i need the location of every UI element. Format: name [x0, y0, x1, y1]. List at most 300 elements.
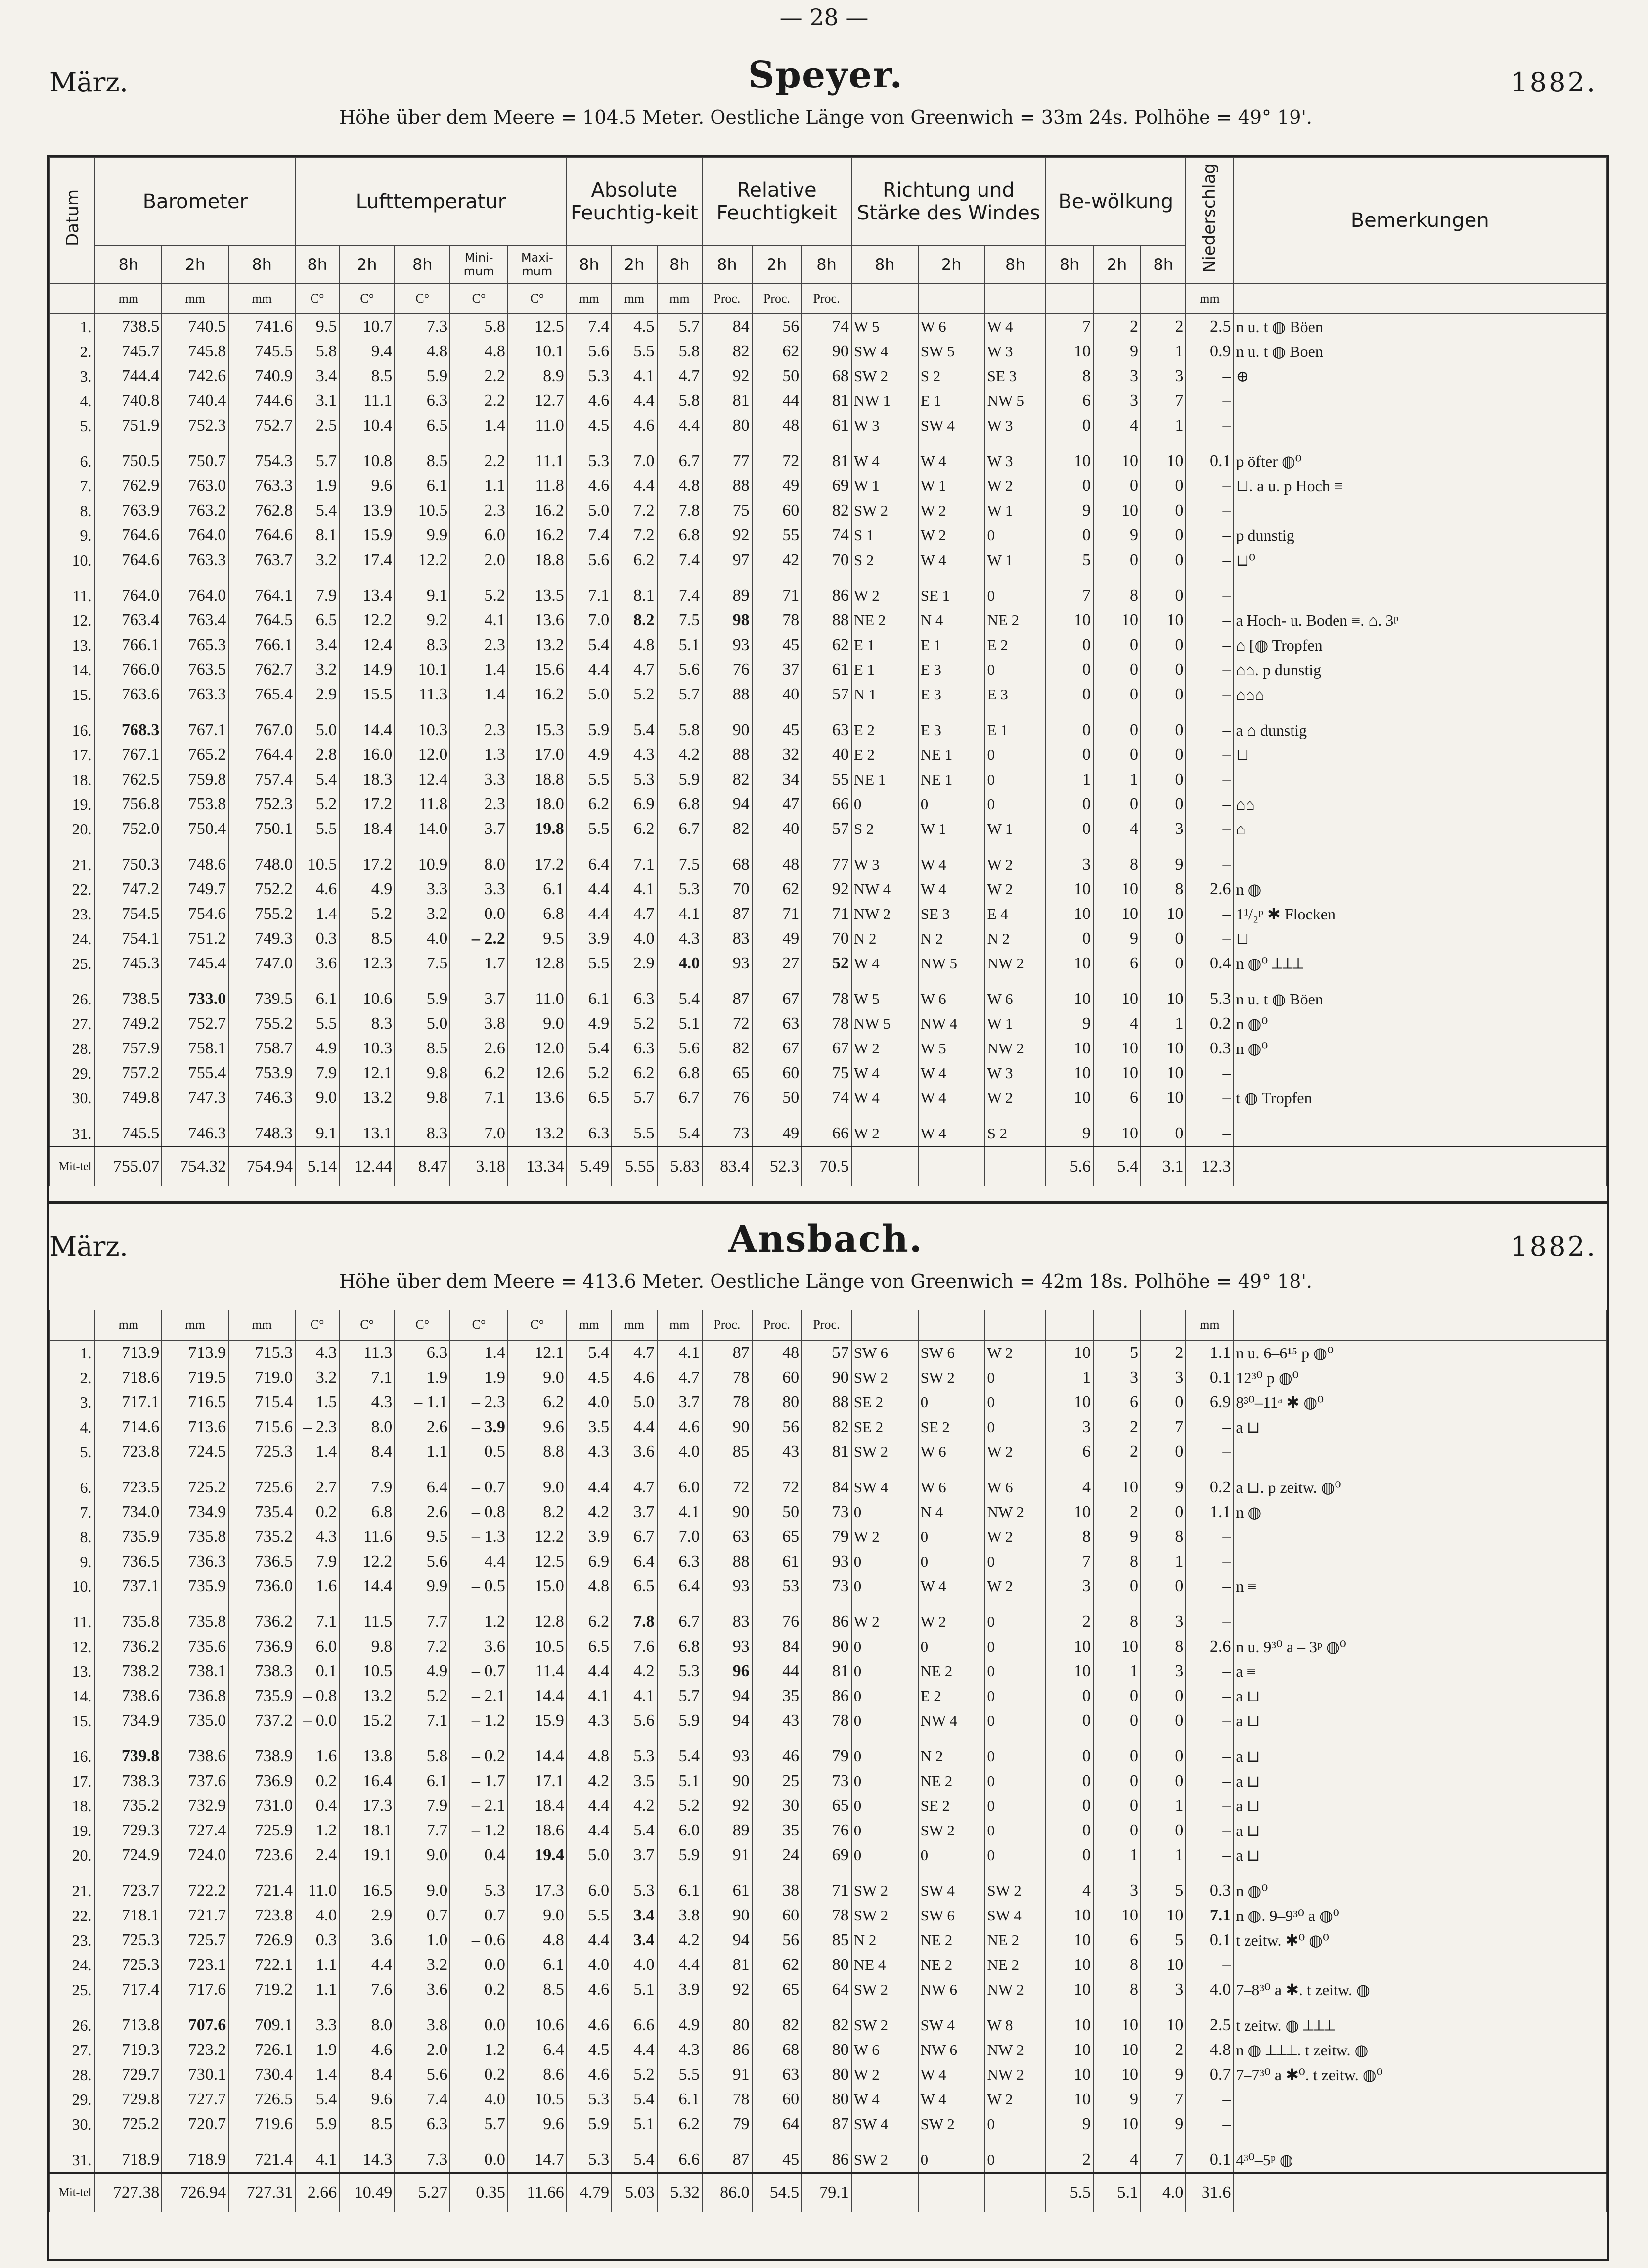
cell-rel-humidity-8h-evening: 93	[802, 1549, 851, 1574]
cell-barometer-8h-evening: 757.4	[228, 767, 295, 792]
cell-abs-humidity-2h: 3.6	[612, 1439, 657, 1464]
cell-abs-humidity-8h: 5.5	[567, 817, 612, 841]
cell-wind-2h: W 2	[918, 1610, 985, 1634]
cell-temp-maximum: 13.2	[508, 1121, 567, 1147]
cell-wind-2h: 0	[918, 792, 985, 817]
cell-barometer-8h: 767.1	[95, 742, 162, 767]
cell-cloud-8h: 4	[1046, 1878, 1093, 1903]
cell-abs-humidity-2h: 5.2	[612, 682, 657, 707]
cell-rel-humidity-8h-evening: 79	[802, 1744, 851, 1769]
cell-remarks: 12³⁰ p ◍⁰	[1233, 1365, 1606, 1390]
cell-abs-humidity-8h-evening: 5.3	[657, 877, 702, 902]
cell-cloud-8h-evening: 10	[1141, 1036, 1186, 1061]
cell-remarks: ⊕	[1233, 364, 1606, 389]
cell-abs-humidity-2h: 7.2	[612, 498, 657, 523]
cell-barometer-8h-evening: 722.1	[228, 1953, 295, 1977]
cell-rel-humidity-8h: 61	[702, 1878, 752, 1903]
cell-barometer-8h: 734.9	[95, 1708, 162, 1733]
cell-remarks	[1233, 1525, 1606, 1549]
cell-cloud-8h-evening: 10	[1141, 1061, 1186, 1086]
cell-barometer-8h: 735.2	[95, 1793, 162, 1818]
cell-cloud-8h: 0	[1046, 926, 1093, 951]
cell-temp-minimum: – 2.2	[450, 926, 508, 951]
cell-precipitation: –	[1186, 1574, 1233, 1599]
cell-remarks	[1233, 1610, 1606, 1634]
cell-wind-8h: W 4	[851, 2087, 918, 2112]
cell-temp-8h: 1.4	[295, 2062, 339, 2087]
cell-wind-8h-evening: W 2	[985, 852, 1046, 877]
cell-cloud-8h-evening: 3	[1141, 1365, 1186, 1390]
cell-abs-humidity-8h-evening: 5.8	[657, 389, 702, 413]
cell-temp-minimum: 4.8	[450, 339, 508, 364]
cell-datum: 4.	[50, 1415, 95, 1439]
cell-wind-8h: SW 4	[851, 2112, 918, 2137]
cell-barometer-8h-evening: 755.2	[228, 1011, 295, 1036]
subheader-8h: 8h	[228, 246, 295, 283]
cell-cloud-8h-evening: 0	[1141, 792, 1186, 817]
cell-rel-humidity-8h-evening: 69	[802, 474, 851, 498]
cell-rel-humidity-2h: 27	[752, 951, 802, 976]
cell-remarks: n ◍⁰	[1233, 1878, 1606, 1903]
cell-cloud-2h: 4	[1093, 2147, 1141, 2173]
table-row	[50, 1843, 1606, 1868]
cell-barometer-2h: 750.4	[162, 817, 228, 841]
cell-temp-8h-evening: 9.9	[395, 1574, 450, 1599]
cell-temp-8h-evening: 6.5	[395, 413, 450, 438]
cell-temp-minimum: 1.7	[450, 951, 508, 976]
cell-rel-humidity-8h-evening: 62	[802, 633, 851, 657]
cell-precipitation: –	[1186, 1610, 1233, 1634]
cell-datum: 22.	[50, 877, 95, 902]
cell-barometer-8h-evening: 736.5	[228, 1549, 295, 1574]
cell-wind-8h: W 2	[851, 2062, 918, 2087]
cell-cloud-8h-evening: 7	[1141, 1415, 1186, 1439]
cell-abs-humidity-8h: 4.0	[567, 1390, 612, 1415]
cell-cloud-2h: 0	[1093, 1574, 1141, 1599]
mean-wind-2h	[918, 1147, 985, 1186]
cell-temp-minimum: 0.0	[450, 1953, 508, 1977]
unit-cell: mm	[567, 1310, 612, 1340]
cell-wind-8h: NE 2	[851, 608, 918, 633]
cell-cloud-2h: 9	[1093, 2087, 1141, 2112]
cell-barometer-8h-evening: 715.3	[228, 1340, 295, 1365]
table-row	[50, 1708, 1606, 1733]
cell-abs-humidity-8h-evening: 5.6	[657, 1036, 702, 1061]
header-datum: Datum	[50, 158, 95, 283]
cell-wind-2h: SE 3	[918, 902, 985, 926]
cell-wind-8h-evening: SE 3	[985, 364, 1046, 389]
cell-temp-8h: 1.9	[295, 474, 339, 498]
cell-wind-8h: W 4	[851, 1086, 918, 1110]
unit-cell: C°	[508, 283, 567, 314]
cell-abs-humidity-8h-evening: 5.3	[657, 1659, 702, 1684]
cell-wind-8h-evening: W 2	[985, 1086, 1046, 1110]
section-header-ansbach	[49, 1211, 1602, 1305]
cell-datum: 7.	[50, 474, 95, 498]
subheader-8h: 8h	[702, 246, 752, 283]
cell-temp-2h: 4.6	[339, 2038, 395, 2062]
cell-abs-humidity-8h: 4.4	[567, 1793, 612, 1818]
cell-cloud-8h: 6	[1046, 389, 1093, 413]
cell-temp-8h: 11.0	[295, 1878, 339, 1903]
cell-cloud-8h-evening: 0	[1141, 583, 1186, 608]
cell-cloud-8h: 3	[1046, 1415, 1093, 1439]
cell-precipitation: –	[1186, 1818, 1233, 1843]
cell-wind-8h: W 3	[851, 413, 918, 438]
cell-precipitation: 0.4	[1186, 951, 1233, 976]
cell-wind-8h: W 2	[851, 1036, 918, 1061]
cell-temp-8h-evening: 9.2	[395, 608, 450, 633]
cell-wind-2h: SE 2	[918, 1415, 985, 1439]
cell-rel-humidity-8h-evening: 84	[802, 1475, 851, 1500]
cell-rel-humidity-8h: 93	[702, 1634, 752, 1659]
cell-remarks: t zeitw. ◍ ⟂⟂⟂	[1233, 2013, 1606, 2038]
row-spacer	[50, 438, 1606, 449]
subheader-8h: 8h	[567, 246, 612, 283]
cell-temp-2h: 6.8	[339, 1500, 395, 1525]
cell-remarks: n u. 6–6¹⁵ p ◍⁰	[1233, 1340, 1606, 1365]
cell-temp-2h: 10.8	[339, 449, 395, 474]
table-row	[50, 877, 1606, 902]
cell-abs-humidity-2h: 8.1	[612, 583, 657, 608]
cell-temp-minimum: 0.7	[450, 1903, 508, 1928]
cell-abs-humidity-8h: 7.4	[567, 314, 612, 339]
cell-abs-humidity-8h-evening: 4.7	[657, 364, 702, 389]
cell-temp-maximum: 6.4	[508, 2038, 567, 2062]
cell-precipitation: –	[1186, 1121, 1233, 1147]
cell-wind-2h: SW 4	[918, 1878, 985, 1903]
cell-temp-8h: 1.6	[295, 1574, 339, 1599]
cell-wind-8h-evening: W 2	[985, 877, 1046, 902]
cell-temp-maximum: 17.2	[508, 852, 567, 877]
cell-temp-8h-evening: 3.3	[395, 877, 450, 902]
cell-wind-8h-evening: E 3	[985, 682, 1046, 707]
cell-rel-humidity-8h: 87	[702, 1340, 752, 1365]
cell-cloud-8h: 0	[1046, 1793, 1093, 1818]
cell-temp-minimum: 5.8	[450, 314, 508, 339]
cell-temp-2h: 9.6	[339, 2087, 395, 2112]
cell-rel-humidity-8h-evening: 70	[802, 548, 851, 572]
cell-rel-humidity-8h: 89	[702, 1818, 752, 1843]
cell-cloud-8h: 1	[1046, 767, 1093, 792]
cell-temp-2h: 14.4	[339, 1574, 395, 1599]
cell-rel-humidity-8h: 85	[702, 1439, 752, 1464]
cell-rel-humidity-2h: 56	[752, 314, 802, 339]
cell-rel-humidity-8h: 88	[702, 474, 752, 498]
cell-abs-humidity-8h: 5.5	[567, 767, 612, 792]
cell-rel-humidity-2h: 45	[752, 633, 802, 657]
cell-temp-2h: 16.0	[339, 742, 395, 767]
cell-rel-humidity-2h: 80	[752, 1390, 802, 1415]
cell-abs-humidity-8h: 5.0	[567, 498, 612, 523]
cell-barometer-2h: 735.0	[162, 1708, 228, 1733]
cell-precipitation: –	[1186, 2087, 1233, 2112]
cell-rel-humidity-8h-evening: 65	[802, 1793, 851, 1818]
cell-rel-humidity-8h: 81	[702, 389, 752, 413]
cell-barometer-8h-evening: 740.9	[228, 364, 295, 389]
cell-rel-humidity-8h: 90	[702, 1415, 752, 1439]
cell-rel-humidity-8h-evening: 68	[802, 364, 851, 389]
table-row	[50, 1475, 1606, 1500]
cell-wind-2h: W 1	[918, 817, 985, 841]
cell-cloud-8h-evening: 1	[1141, 413, 1186, 438]
cell-wind-2h: W 6	[918, 1475, 985, 1500]
cell-remarks: a ⊔	[1233, 1793, 1606, 1818]
cell-rel-humidity-8h: 86	[702, 2038, 752, 2062]
cell-barometer-8h: 735.9	[95, 1525, 162, 1549]
cell-cloud-8h: 0	[1046, 1744, 1093, 1769]
cell-temp-8h-evening: 1.9	[395, 1365, 450, 1390]
table-row	[50, 314, 1606, 339]
cell-precipitation: –	[1186, 498, 1233, 523]
cell-temp-8h-evening: 3.8	[395, 2013, 450, 2038]
cell-wind-2h: W 4	[918, 1061, 985, 1086]
subheader-2h: 2h	[1093, 246, 1141, 283]
cell-precipitation: –	[1186, 1793, 1233, 1818]
cell-barometer-8h: 757.2	[95, 1061, 162, 1086]
cell-temp-maximum: 13.6	[508, 1086, 567, 1110]
table-row	[50, 1439, 1606, 1464]
cell-temp-2h: 8.3	[339, 1011, 395, 1036]
cell-temp-8h: 9.1	[295, 1121, 339, 1147]
cell-temp-minimum: 2.2	[450, 449, 508, 474]
unit-cell	[1046, 1310, 1093, 1340]
cell-abs-humidity-2h: 7.2	[612, 523, 657, 548]
cell-abs-humidity-2h: 4.1	[612, 364, 657, 389]
cell-temp-8h-evening: 6.3	[395, 2112, 450, 2137]
table-row	[50, 1574, 1606, 1599]
cell-cloud-8h-evening: 0	[1141, 767, 1186, 792]
cell-temp-minimum: 0.2	[450, 2062, 508, 2087]
cell-barometer-8h: 763.4	[95, 608, 162, 633]
cell-cloud-2h: 0	[1093, 718, 1141, 742]
cell-temp-8h: 2.4	[295, 1843, 339, 1868]
cell-precipitation: –	[1186, 364, 1233, 389]
cell-abs-humidity-2h: 5.7	[612, 1086, 657, 1110]
cell-temp-2h: 13.2	[339, 1684, 395, 1708]
cell-temp-8h: 5.4	[295, 498, 339, 523]
unit-cell	[918, 1310, 985, 1340]
subheader-8h: 8h	[295, 246, 339, 283]
header-relative-feuchtigkeit: Relative Feuchtigkeit	[702, 158, 851, 246]
cell-rel-humidity-2h: 65	[752, 1977, 802, 2002]
cell-wind-8h-evening: 0	[985, 1390, 1046, 1415]
cell-rel-humidity-8h: 80	[702, 2013, 752, 2038]
cell-precipitation: –	[1186, 1659, 1233, 1684]
cell-wind-8h-evening: 0	[985, 2112, 1046, 2137]
cell-cloud-2h: 0	[1093, 633, 1141, 657]
cell-remarks	[1233, 389, 1606, 413]
unit-cell: C°	[450, 283, 508, 314]
cell-wind-8h: E 2	[851, 718, 918, 742]
cell-remarks: n u. t ◍ Boen	[1233, 339, 1606, 364]
mean-rel-humidity-2h: 54.5	[752, 2173, 802, 2213]
cell-cloud-2h: 2	[1093, 1415, 1141, 1439]
cell-precipitation: –	[1186, 767, 1233, 792]
cell-rel-humidity-8h-evening: 87	[802, 2112, 851, 2137]
cell-wind-2h: N 2	[918, 926, 985, 951]
cell-barometer-2h: 763.5	[162, 657, 228, 682]
cell-cloud-2h: 0	[1093, 548, 1141, 572]
cell-temp-2h: 10.4	[339, 413, 395, 438]
cell-barometer-8h-evening: 767.0	[228, 718, 295, 742]
cell-abs-humidity-2h: 4.0	[612, 1953, 657, 1977]
cell-datum: 25.	[50, 951, 95, 976]
table-row	[50, 1036, 1606, 1061]
cell-wind-8h-evening: W 2	[985, 2087, 1046, 2112]
cell-wind-2h: NE 2	[918, 1659, 985, 1684]
section-divider	[47, 1201, 1609, 1204]
row-spacer	[50, 1868, 1606, 1878]
cell-barometer-8h: 736.2	[95, 1634, 162, 1659]
cell-datum: 30.	[50, 1086, 95, 1110]
cell-rel-humidity-8h-evening: 57	[802, 817, 851, 841]
cell-barometer-8h-evening: 715.6	[228, 1415, 295, 1439]
cell-rel-humidity-2h: 34	[752, 767, 802, 792]
cell-barometer-8h-evening: 730.4	[228, 2062, 295, 2087]
cell-temp-8h-evening: 6.1	[395, 474, 450, 498]
cell-rel-humidity-2h: 48	[752, 1340, 802, 1365]
cell-barometer-8h-evening: 752.2	[228, 877, 295, 902]
cell-barometer-8h: 738.5	[95, 314, 162, 339]
cell-temp-minimum: 7.1	[450, 1086, 508, 1110]
mean-abs-humidity-2h: 5.55	[612, 1147, 657, 1186]
cell-rel-humidity-8h-evening: 86	[802, 1684, 851, 1708]
cell-rel-humidity-8h: 93	[702, 1744, 752, 1769]
cell-temp-maximum: 9.0	[508, 1903, 567, 1928]
cell-wind-8h-evening: 0	[985, 767, 1046, 792]
cell-barometer-8h: 764.6	[95, 523, 162, 548]
cell-abs-humidity-8h: 4.4	[567, 877, 612, 902]
cell-wind-8h-evening: NW 2	[985, 2038, 1046, 2062]
cell-abs-humidity-8h: 4.2	[567, 1769, 612, 1793]
cell-wind-2h: E 3	[918, 657, 985, 682]
cell-abs-humidity-2h: 4.5	[612, 314, 657, 339]
cell-abs-humidity-8h-evening: 5.1	[657, 1769, 702, 1793]
cell-rel-humidity-2h: 60	[752, 1903, 802, 1928]
cell-wind-8h: SW 4	[851, 339, 918, 364]
cell-wind-8h: S 2	[851, 817, 918, 841]
mean-abs-humidity-8h-evening: 5.32	[657, 2173, 702, 2213]
cell-temp-2h: 11.1	[339, 389, 395, 413]
cell-cloud-8h-evening: 5	[1141, 1928, 1186, 1953]
cell-cloud-2h: 4	[1093, 1011, 1141, 1036]
table-row	[50, 1659, 1606, 1684]
cell-rel-humidity-8h-evening: 66	[802, 1121, 851, 1147]
cell-rel-humidity-8h-evening: 85	[802, 1928, 851, 1953]
cell-abs-humidity-2h: 5.5	[612, 1121, 657, 1147]
cell-barometer-2h: 755.4	[162, 1061, 228, 1086]
cell-barometer-8h: 713.9	[95, 1340, 162, 1365]
cell-cloud-8h-evening: 9	[1141, 2112, 1186, 2137]
cell-precipitation: –	[1186, 1953, 1233, 1977]
cell-abs-humidity-8h: 4.6	[567, 389, 612, 413]
cell-precipitation: –	[1186, 413, 1233, 438]
cell-barometer-8h-evening: 749.3	[228, 926, 295, 951]
cell-temp-8h-evening: 7.2	[395, 1634, 450, 1659]
cell-abs-humidity-2h: 4.4	[612, 389, 657, 413]
table-row	[50, 364, 1606, 389]
cell-datum: 21.	[50, 1878, 95, 1903]
unit-cell	[985, 283, 1046, 314]
cell-precipitation: –	[1186, 1525, 1233, 1549]
cell-temp-8h-evening: 12.0	[395, 742, 450, 767]
cell-abs-humidity-8h-evening: 5.2	[657, 1793, 702, 1818]
row-spacer	[50, 976, 1606, 987]
cell-rel-humidity-8h-evening: 64	[802, 1977, 851, 2002]
cell-temp-maximum: 18.6	[508, 1818, 567, 1843]
cell-datum: 1.	[50, 1340, 95, 1365]
cell-precipitation: 2.5	[1186, 314, 1233, 339]
cell-cloud-8h-evening: 5	[1141, 1878, 1186, 1903]
cell-barometer-8h: 718.1	[95, 1903, 162, 1928]
cell-cloud-8h: 10	[1046, 1036, 1093, 1061]
cell-temp-2h: 12.2	[339, 608, 395, 633]
cell-barometer-2h: 752.7	[162, 1011, 228, 1036]
table-row	[50, 1953, 1606, 1977]
cell-remarks	[1233, 1439, 1606, 1464]
cell-abs-humidity-8h-evening: 7.8	[657, 498, 702, 523]
cell-barometer-8h: 723.5	[95, 1475, 162, 1500]
cell-barometer-8h-evening: 747.0	[228, 951, 295, 976]
cell-rel-humidity-8h: 68	[702, 852, 752, 877]
cell-barometer-8h-evening: 723.8	[228, 1903, 295, 1928]
cell-temp-8h: 5.0	[295, 718, 339, 742]
cell-cloud-8h: 0	[1046, 474, 1093, 498]
page-number: — 28 —	[779, 4, 869, 31]
cell-temp-maximum: 17.0	[508, 742, 567, 767]
cell-wind-2h: W 2	[918, 498, 985, 523]
cell-barometer-8h-evening: 753.9	[228, 1061, 295, 1086]
cell-temp-minimum: 1.3	[450, 742, 508, 767]
cell-temp-8h: 7.9	[295, 1061, 339, 1086]
cell-barometer-2h: 717.6	[162, 1977, 228, 2002]
cell-rel-humidity-8h-evening: 90	[802, 1634, 851, 1659]
cell-barometer-8h-evening: 765.4	[228, 682, 295, 707]
cell-abs-humidity-8h: 6.3	[567, 1121, 612, 1147]
cell-barometer-8h-evening: 735.9	[228, 1684, 295, 1708]
cell-temp-minimum: – 1.7	[450, 1769, 508, 1793]
cell-temp-8h-evening: 2.6	[395, 1415, 450, 1439]
cell-temp-2h: 4.4	[339, 1953, 395, 1977]
cell-rel-humidity-2h: 50	[752, 1500, 802, 1525]
cell-remarks: 1¹/₂ᵖ ✱ Flocken	[1233, 902, 1606, 926]
cell-wind-2h: NW 6	[918, 1977, 985, 2002]
cell-barometer-2h: 740.4	[162, 389, 228, 413]
cell-barometer-8h: 739.8	[95, 1744, 162, 1769]
cell-wind-8h: 0	[851, 1549, 918, 1574]
cell-rel-humidity-8h: 88	[702, 1549, 752, 1574]
cell-cloud-8h: 3	[1046, 852, 1093, 877]
cell-abs-humidity-8h: 6.1	[567, 987, 612, 1011]
cell-remarks: ⌂	[1233, 817, 1606, 841]
cell-temp-maximum: 11.0	[508, 987, 567, 1011]
cell-rel-humidity-2h: 56	[752, 1928, 802, 1953]
cell-rel-humidity-8h-evening: 78	[802, 1903, 851, 1928]
unit-cell	[918, 283, 985, 314]
cell-wind-8h: W 5	[851, 314, 918, 339]
cell-temp-maximum: 9.0	[508, 1475, 567, 1500]
cell-cloud-8h-evening: 0	[1141, 548, 1186, 572]
subheader-8h: 8h	[1141, 246, 1186, 283]
cell-wind-2h: SW 6	[918, 1340, 985, 1365]
cell-abs-humidity-8h-evening: 4.1	[657, 902, 702, 926]
cell-cloud-8h-evening: 0	[1141, 1500, 1186, 1525]
cell-abs-humidity-8h: 5.9	[567, 2112, 612, 2137]
cell-cloud-8h-evening: 3	[1141, 817, 1186, 841]
cell-barometer-8h: 729.7	[95, 2062, 162, 2087]
cell-precipitation: 1.1	[1186, 1340, 1233, 1365]
